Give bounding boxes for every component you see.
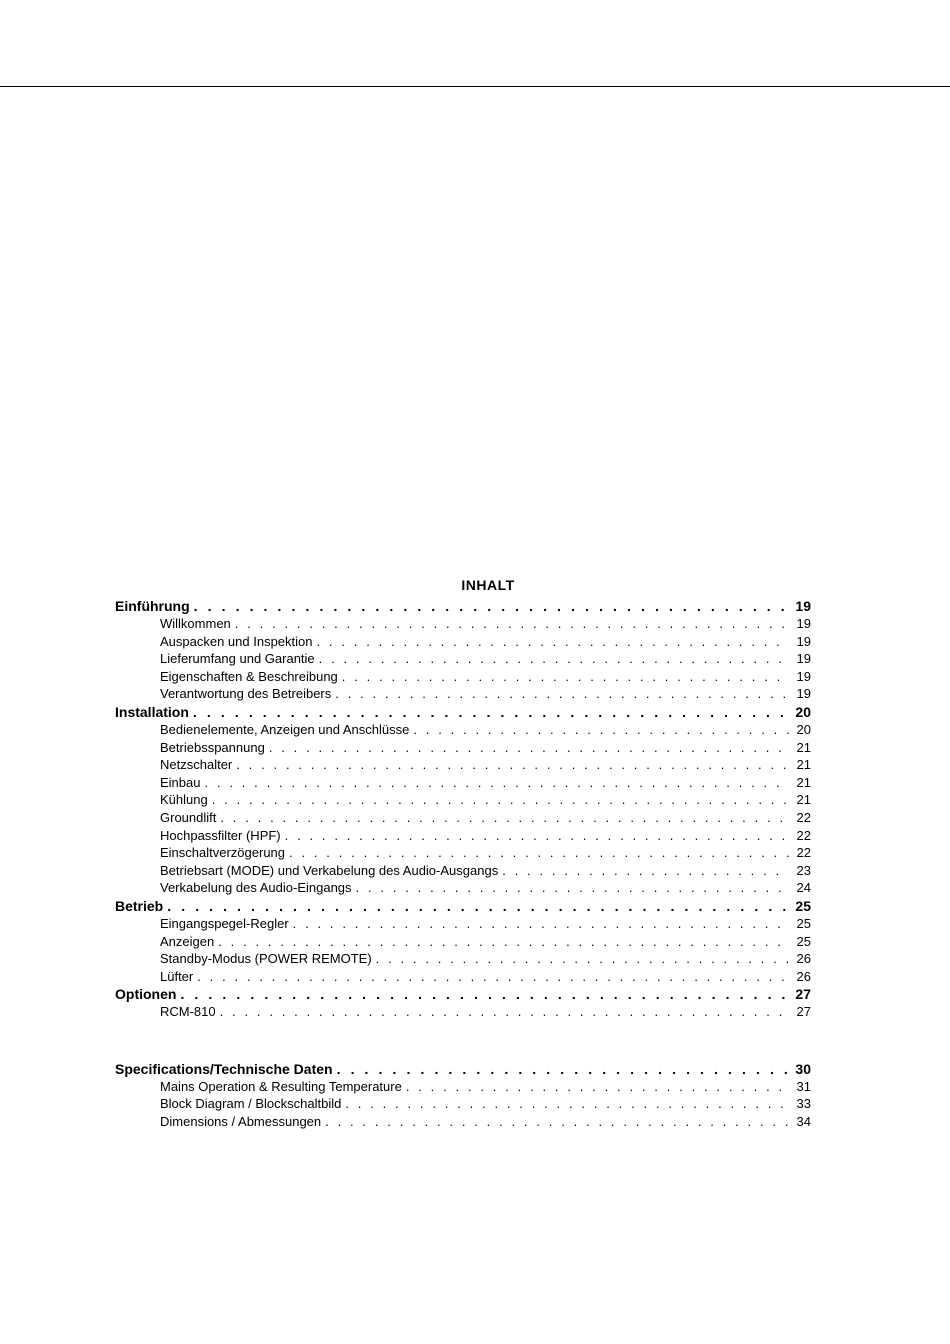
- toc-sub-entry[interactable]: [115, 650, 811, 668]
- toc-entry-page: 27: [796, 1004, 811, 1020]
- toc-entry-page: 26: [796, 968, 811, 984]
- toc-leader-dots: [325, 1113, 789, 1131]
- toc-section-einfuehrung: [115, 597, 811, 703]
- toc-entry-title: Dimensions / Abmessungen: [160, 1114, 322, 1130]
- toc-leader-dots: [502, 862, 789, 880]
- toc-sub-entry[interactable]: [115, 844, 811, 862]
- toc-leader-dots: [167, 897, 789, 915]
- toc-entry-page: 24: [796, 880, 811, 896]
- toc-sub-entry[interactable]: [115, 809, 811, 827]
- toc-main-entry[interactable]: [115, 597, 811, 615]
- toc-main-entry[interactable]: [115, 985, 811, 1003]
- toc-sub-entry[interactable]: [115, 933, 811, 951]
- toc-heading: INHALT: [461, 577, 515, 593]
- toc-entry-page: 20: [795, 703, 811, 720]
- toc-leader-dots: [236, 756, 789, 774]
- toc-entry-title: Groundlift: [160, 809, 217, 825]
- toc-sub-entry[interactable]: [115, 668, 811, 686]
- toc-entry-title: Anzeigen: [160, 933, 215, 949]
- toc-main-entry[interactable]: [115, 1060, 811, 1078]
- toc-entry-page: 34: [796, 1114, 811, 1130]
- toc-entry-page: 22: [796, 809, 811, 825]
- toc-sub-entry[interactable]: [115, 739, 811, 757]
- toc-leader-dots: [269, 739, 789, 757]
- toc-section-installation: [115, 703, 811, 897]
- toc-entry-title: Willkommen: [160, 616, 231, 631]
- toc-sub-entry[interactable]: [115, 615, 811, 633]
- toc-leader-dots: [413, 721, 789, 739]
- toc-entry-title: RCM-810: [160, 1004, 216, 1020]
- toc-sub-entry[interactable]: [115, 721, 811, 739]
- toc-sub-entry[interactable]: [115, 879, 811, 897]
- toc-entry-title: Betriebsspannung: [160, 739, 265, 755]
- toc-entry-page: 21: [796, 792, 811, 808]
- toc-entry-page: 21: [796, 774, 811, 790]
- toc-leader-dots: [193, 703, 789, 721]
- toc-leader-dots: [345, 1095, 789, 1113]
- toc-sub-entry[interactable]: [115, 1113, 811, 1131]
- toc-entry-title: Verkabelung des Audio-Eingangs: [160, 880, 352, 896]
- toc-entry-page: 21: [796, 757, 811, 773]
- toc-entry-title: Eingangspegel-Regler: [160, 915, 289, 931]
- toc-entry-page: 25: [796, 915, 811, 931]
- toc-entry-page: 22: [796, 845, 811, 861]
- toc-entry-title: Netzschalter: [160, 757, 233, 773]
- header-rule: [0, 86, 950, 87]
- toc-entry-title: Specifications/Technische Daten: [115, 1060, 333, 1077]
- toc-leader-dots: [335, 685, 789, 703]
- toc-main-entry[interactable]: [115, 897, 811, 915]
- toc-leader-dots: [319, 650, 789, 668]
- toc-entry-page: 27: [795, 986, 811, 1003]
- toc-section-specifications: [115, 1060, 811, 1131]
- toc-entry-page: 19: [796, 668, 811, 684]
- toc-section-betrieb: [115, 897, 811, 985]
- toc-leader-dots: [406, 1078, 789, 1096]
- toc-entry-page: 25: [796, 933, 811, 949]
- toc-sub-entry[interactable]: [115, 1078, 811, 1096]
- toc-entry-page: 19: [795, 598, 811, 614]
- toc-entry-title: Lüfter: [160, 968, 194, 984]
- toc-leader-dots: [220, 809, 789, 827]
- toc-sub-entry[interactable]: [115, 633, 811, 651]
- toc-entry-title: Einführung: [115, 598, 190, 614]
- toc-leader-dots: [293, 915, 789, 933]
- toc-leader-dots: [356, 879, 789, 897]
- toc-leader-dots: [317, 633, 790, 651]
- toc-leader-dots: [218, 933, 789, 951]
- toc-entry-page: 20: [796, 721, 811, 737]
- toc-entry-page: 19: [796, 686, 811, 702]
- toc-entry-title: Einbau: [160, 774, 201, 790]
- toc-entry-page: 23: [796, 862, 811, 878]
- toc-entry-page: 21: [796, 739, 811, 755]
- toc-entry-page: 33: [796, 1096, 811, 1112]
- toc-leader-dots: [204, 774, 789, 792]
- toc-sub-entry[interactable]: [115, 756, 811, 774]
- toc-entry-title: Lieferumfang und Garantie: [160, 651, 315, 667]
- toc-entry-title: Optionen: [115, 986, 177, 1003]
- toc-leader-dots: [376, 950, 789, 968]
- toc-leader-dots: [197, 968, 789, 986]
- toc-sub-entry[interactable]: [115, 1003, 811, 1021]
- toc-entry-title: Betriebsart (MODE) und Verkabelung des Audio-Ausgangs: [160, 862, 499, 878]
- toc-entry-title: Block Diagram / Blockschaltbild: [160, 1096, 342, 1112]
- toc-sub-entry[interactable]: [115, 950, 811, 968]
- toc-entry-page: 19: [796, 616, 811, 631]
- toc-leader-dots: [337, 1060, 789, 1078]
- toc-entry-page: 25: [795, 897, 811, 914]
- toc-entry-page: 31: [796, 1078, 811, 1094]
- toc-leader-dots: [180, 985, 789, 1003]
- toc-entry-title: Betrieb: [115, 897, 164, 914]
- toc-sub-entry[interactable]: [115, 915, 811, 933]
- toc-entry-title: Eigenschaften & Beschreibung: [160, 668, 338, 684]
- toc-entry-title: Mains Operation & Resulting Temperature: [160, 1078, 402, 1094]
- toc-sub-entry[interactable]: [115, 862, 811, 880]
- toc-entry-title: Hochpassfilter (HPF): [160, 827, 281, 843]
- toc-entry-page: 26: [796, 951, 811, 967]
- table-of-contents: [115, 576, 811, 1131]
- toc-entry-title: Standby-Modus (POWER REMOTE): [160, 951, 372, 967]
- toc-entry-page: 19: [796, 633, 811, 649]
- toc-leader-dots: [212, 791, 789, 809]
- toc-entry-page: 30: [795, 1060, 811, 1077]
- toc-entry-title: Einschaltverzögerung: [160, 845, 286, 861]
- toc-entry-title: Verantwortung des Betreibers: [160, 686, 332, 702]
- toc-entry-title: Auspacken und Inspektion: [160, 633, 313, 649]
- toc-section-optionen: [115, 985, 811, 1021]
- toc-sub-entry[interactable]: [115, 791, 811, 809]
- toc-sub-entry[interactable]: [115, 968, 811, 986]
- toc-leader-dots: [342, 668, 789, 686]
- toc-entry-title: Kühlung: [160, 792, 208, 808]
- toc-main-entry[interactable]: [115, 703, 811, 721]
- toc-sub-entry[interactable]: [115, 827, 811, 845]
- toc-sub-entry[interactable]: [115, 685, 811, 703]
- toc-leader-dots: [235, 615, 789, 633]
- toc-leader-dots: [220, 1003, 789, 1021]
- toc-sub-entry[interactable]: [115, 1095, 811, 1113]
- toc-leader-dots: [194, 597, 789, 615]
- toc-entry-title: Bedienelemente, Anzeigen und Anschlüsse: [160, 721, 410, 737]
- toc-sub-entry[interactable]: [115, 774, 811, 792]
- toc-entry-page: 22: [796, 827, 811, 843]
- toc-leader-dots: [289, 844, 789, 862]
- toc-entry-title: Installation: [115, 703, 189, 720]
- toc-entry-page: 19: [796, 651, 811, 667]
- toc-leader-dots: [285, 827, 789, 845]
